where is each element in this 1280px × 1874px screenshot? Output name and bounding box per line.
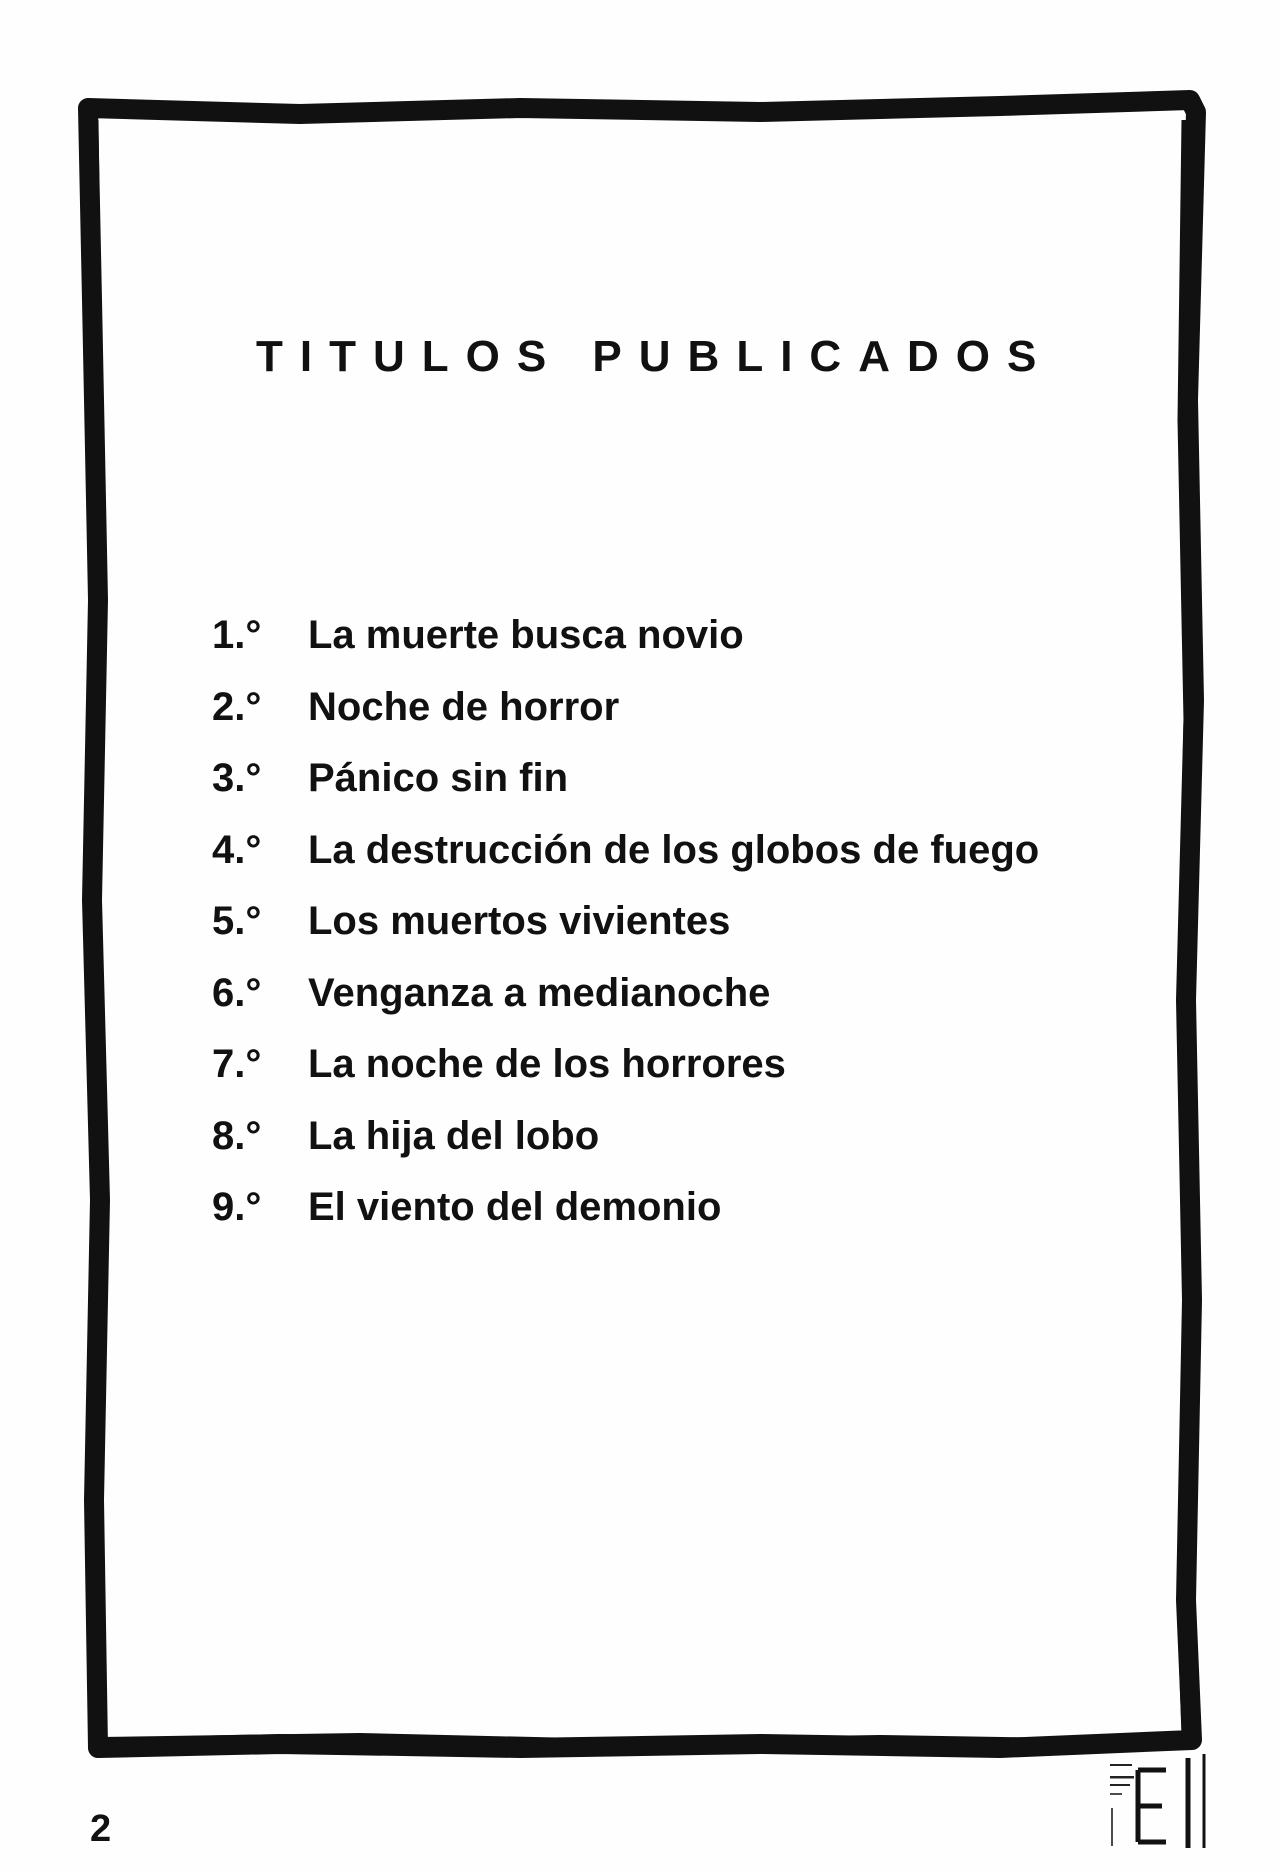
- title-text: Pánico sin fin: [308, 756, 569, 800]
- title-text: La noche de los horrores: [308, 1042, 786, 1086]
- title-number: 2.°: [212, 684, 262, 729]
- title-text: La muerte busca novio: [308, 613, 744, 657]
- list-item: [212, 828, 1039, 900]
- page-number: 2: [90, 1808, 112, 1850]
- list-item: [212, 971, 1039, 1043]
- title-number: 5.°: [212, 899, 262, 943]
- title-number: 9.°: [212, 1185, 262, 1229]
- list-item: [212, 613, 1039, 685]
- list-item: [212, 1185, 1039, 1257]
- title-number: 8.°: [212, 1113, 262, 1158]
- title-text: Noche de horror: [308, 684, 620, 729]
- list-item: [212, 1114, 1039, 1186]
- title-number: 1.°: [212, 613, 262, 657]
- title-text: La destrucción de los globos de fuego: [308, 827, 1040, 872]
- page-heading: TITULOS PUBLICADOS: [256, 332, 1054, 381]
- published-titles-list: [212, 613, 1039, 1257]
- title-number: 3.°: [212, 756, 262, 800]
- publisher-logo-icon: [1108, 1750, 1208, 1850]
- title-text: Venganza a medianoche: [308, 970, 771, 1015]
- list-item: [212, 1042, 1039, 1114]
- title-number: 7.°: [212, 1042, 262, 1086]
- title-text: Los muertos vivientes: [308, 899, 731, 943]
- title-text: La hija del lobo: [308, 1113, 600, 1158]
- list-item: [212, 685, 1039, 757]
- list-item: [212, 756, 1039, 828]
- title-text: El viento del demonio: [308, 1185, 722, 1229]
- list-item: [212, 899, 1039, 971]
- title-number: 4.°: [212, 827, 262, 872]
- title-number: 6.°: [212, 970, 262, 1015]
